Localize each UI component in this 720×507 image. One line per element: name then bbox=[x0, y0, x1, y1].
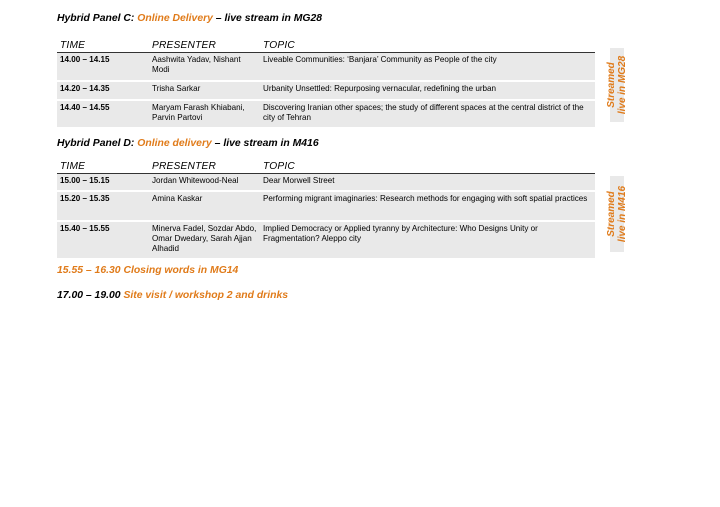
table-row bbox=[57, 192, 595, 222]
col-header-time: TIME bbox=[60, 40, 86, 51]
row-time: 15.20 – 15.35 bbox=[60, 194, 110, 203]
stream-note-line2: live in M416 bbox=[617, 185, 628, 243]
row-presenter: Jordan Whitewood-Neal bbox=[152, 176, 239, 185]
row-time: 14.20 – 14.35 bbox=[60, 84, 110, 93]
site-visit-line bbox=[57, 290, 288, 301]
row-presenter: Maryam Farash Khiabani, Parvin Partovi bbox=[152, 103, 245, 122]
panel-c-table-header bbox=[57, 40, 595, 53]
row-time: 14.00 – 14.15 bbox=[60, 55, 110, 64]
panel-d-table-header bbox=[57, 161, 595, 174]
row-topic: Liveable Communities: ‘Banjara’ Community as People of the city bbox=[263, 55, 497, 64]
panel-c-stream-note bbox=[606, 48, 628, 122]
table-row bbox=[57, 82, 595, 101]
table-row bbox=[57, 53, 595, 82]
panel-c-heading-highlight: Online Delivery bbox=[137, 13, 213, 24]
table-row bbox=[57, 174, 595, 192]
stream-note-line1: Streamed bbox=[606, 62, 617, 108]
row-topic: Implied Democracy or Applied tyranny by Architecture: Who Designs Unity or Fragmentation? Aleppo city bbox=[263, 224, 538, 243]
row-presenter: Minerva Fadel, Sozdar Abdo, Omar Dwedary, Sarah Ajjan Alhadid bbox=[152, 224, 257, 253]
col-header-topic: TOPIC bbox=[263, 161, 295, 172]
row-time: 14.40 – 14.55 bbox=[60, 103, 110, 112]
panel-d-stream-note bbox=[606, 176, 628, 252]
row-time: 15.00 – 15.15 bbox=[60, 176, 110, 185]
row-topic: Dear Morwell Street bbox=[263, 176, 335, 185]
row-time: 15.40 – 15.55 bbox=[60, 224, 110, 233]
row-topic: Performing migrant imaginaries: Research methods for engaging with soft spatial practices bbox=[263, 194, 588, 203]
panel-d-stream-label bbox=[606, 186, 628, 242]
stream-note-line1: Streamed bbox=[606, 191, 617, 237]
panel-d-heading-prefix: Hybrid Panel D: bbox=[57, 138, 138, 149]
col-header-time: TIME bbox=[60, 161, 86, 172]
site-visit-text: Site visit / workshop 2 and drinks bbox=[123, 290, 289, 301]
row-presenter: Trisha Sarkar bbox=[152, 84, 201, 93]
panel-d-heading bbox=[57, 138, 319, 149]
panel-c-heading bbox=[57, 13, 322, 24]
panel-c-heading-prefix: Hybrid Panel C: bbox=[57, 13, 138, 24]
col-header-presenter: PRESENTER bbox=[152, 161, 217, 172]
closing-words-line: 15.55 – 16.30 Closing words in MG14 bbox=[57, 265, 239, 276]
panel-d-heading-highlight: Online delivery bbox=[137, 138, 212, 149]
panel-d-heading-suffix: – live stream in M416 bbox=[211, 138, 319, 149]
panel-c-heading-suffix: – live stream in MG28 bbox=[212, 13, 323, 24]
table-row bbox=[57, 101, 595, 129]
col-header-presenter: PRESENTER bbox=[152, 40, 217, 51]
table-row bbox=[57, 222, 595, 260]
panel-c-table bbox=[57, 40, 595, 129]
row-presenter: Amina Kaskar bbox=[152, 194, 203, 203]
col-header-topic: TOPIC bbox=[263, 40, 295, 51]
site-visit-time: 17.00 – 19.00 bbox=[57, 290, 124, 301]
stream-note-line2: live in MG28 bbox=[617, 55, 628, 115]
panel-c-stream-label bbox=[606, 56, 628, 114]
panel-d-table bbox=[57, 161, 595, 260]
row-topic: Discovering Iranian other spaces; the study of different spaces at the central district of the city of Tehran bbox=[263, 103, 584, 122]
row-presenter: Aashwita Yadav, Nishant Modi bbox=[152, 55, 241, 74]
row-topic: Urbanity Unsettled: Repurposing vernacular, redefining the urban bbox=[263, 84, 497, 93]
